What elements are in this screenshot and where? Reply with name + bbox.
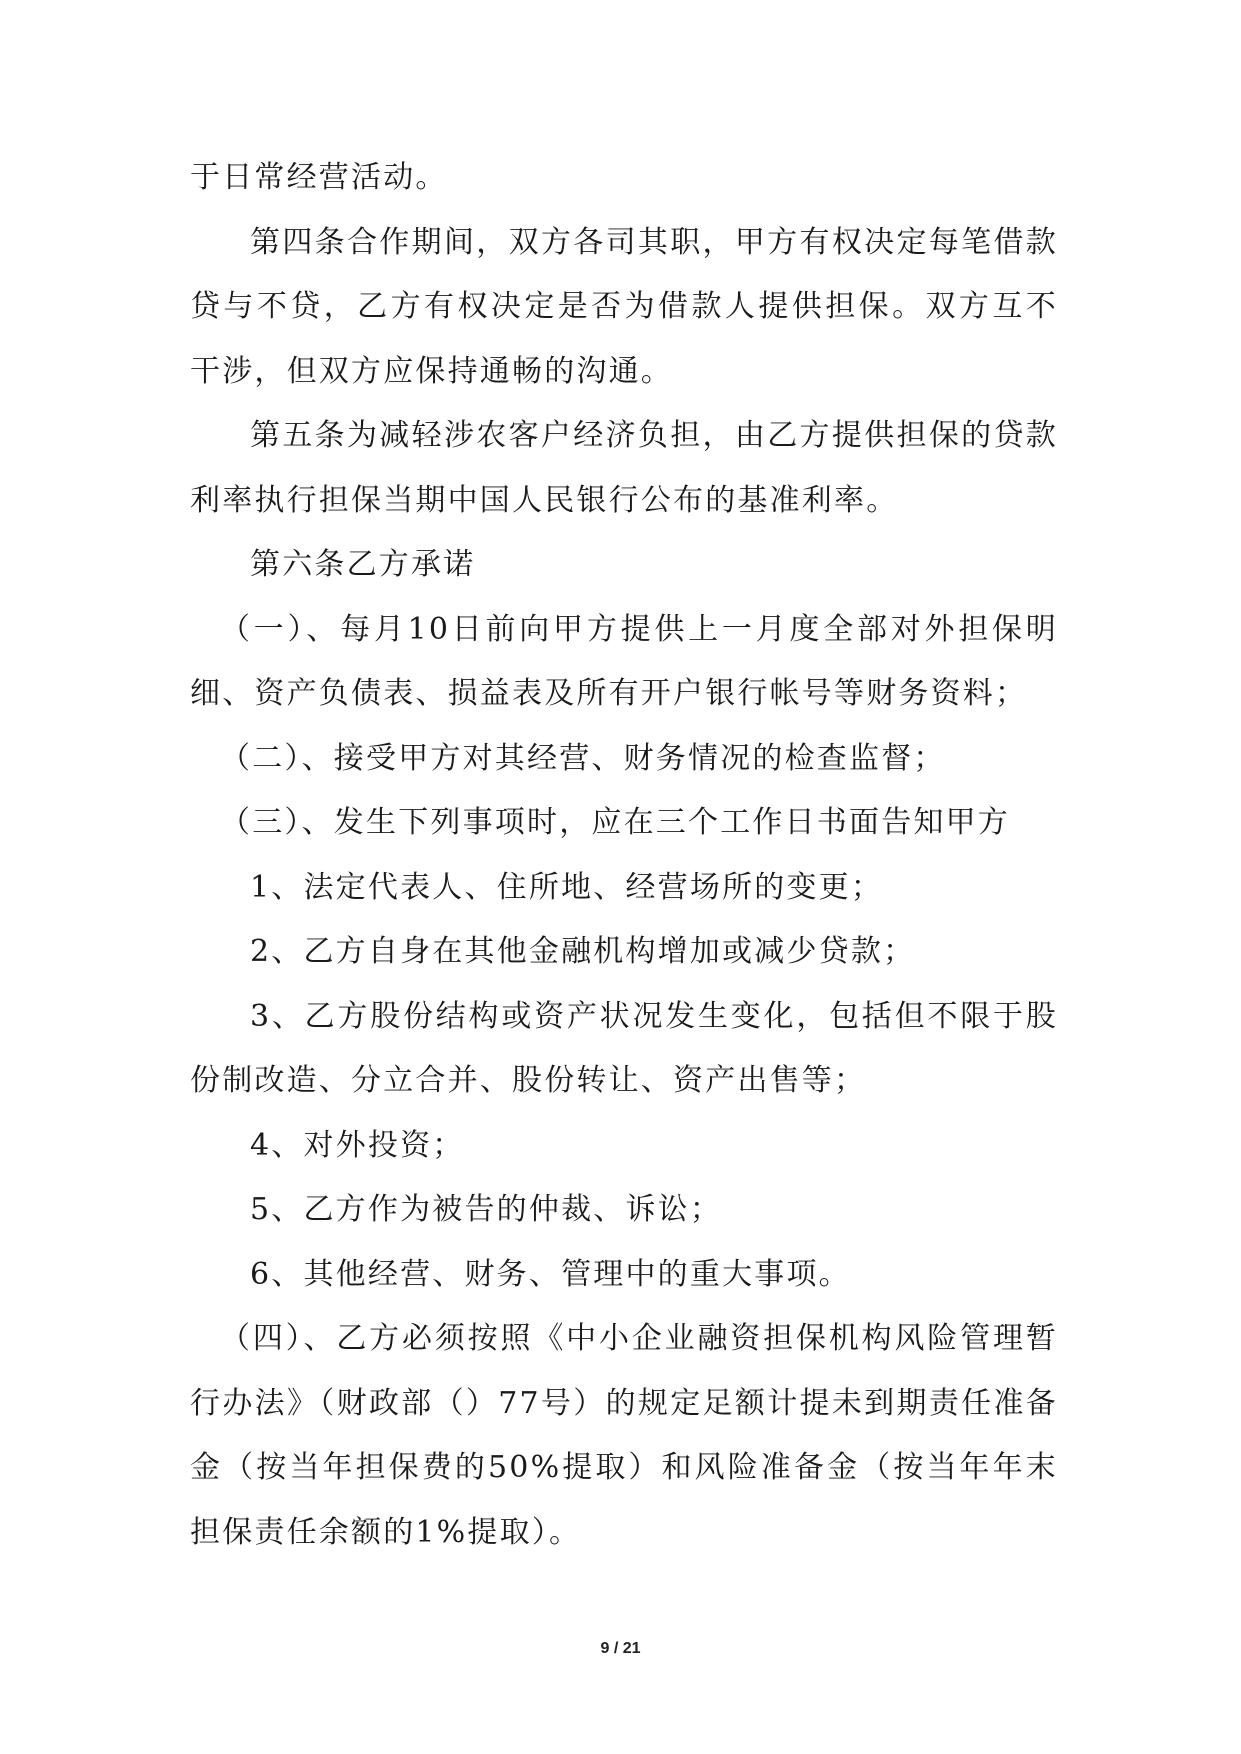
list-item-5: 5、乙方作为被告的仲裁、诉讼； [250,1192,723,1227]
list-item-4: 4、对外投资； [250,1127,465,1163]
list-item-6: 6、其他经营、财务、管理中的重大事项。 [250,1256,851,1292]
page-number: 9 / 21 [600,1640,641,1657]
paragraph-clause-1: （一）、每月10日前向甲方提供上一月度全部对外担保明细、资产负债表、损益表及所有开户银行帐号等财务资料； [190,611,1058,711]
paragraph-article-6-heading: 第六条乙方承诺 [250,547,476,582]
list-item-2: 2、乙方自身在其他金融机构增加或减少贷款； [250,934,916,969]
list-item-1: 1、法定代表人、住所地、经营场所的变更； [250,869,884,905]
list-item-3: 3、乙方股份结构或资产状况发生变化，包括但不限于股份制改造、分立合并、股份转让、资产出售等； [190,998,1058,1098]
paragraph-clause-2: （二）、接受甲方对其经营、财务情况的检查监督； [220,740,946,776]
paragraph-continuation: 于日常经营活动。 [190,160,448,195]
document-body [190,146,1058,1565]
paragraph-article-5: 第五条为减轻涉农客户经济负担，由乙方提供担保的贷款利率执行担保当期中国人民银行公布的基准利率。 [190,418,1058,518]
paragraph-article-4: 第四条合作期间，双方各司其职，甲方有权决定每笔借款贷与不贷，乙方有权决定是否为借款人提供担保。双方互不干涉，但双方应保持通畅的沟通。 [190,224,1058,389]
paragraph-clause-3: （三）、发生下列事项时，应在三个工作日书面告知甲方 [220,805,1010,840]
paragraph-clause-4: （四）、乙方必须按照《中小企业融资担保机构风险管理暂行办法》（财政部（）77号）的规定足额计提未到期责任准备金（按当年担保费的50%提取）和风险准备金（按当年年末担保责任余额的1%提取）。 [190,1321,1058,1550]
